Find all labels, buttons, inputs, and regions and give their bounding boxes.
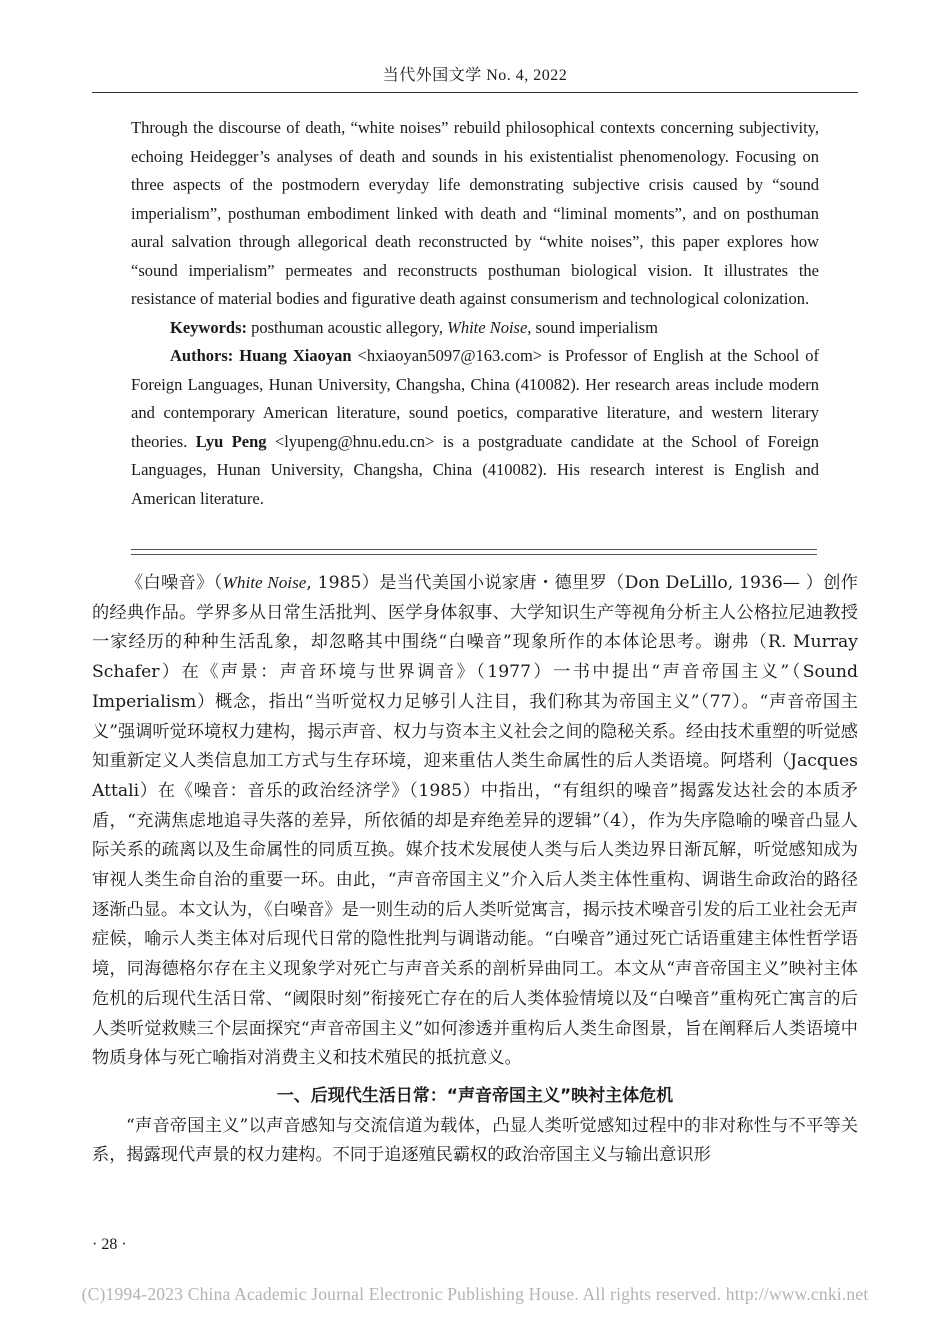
running-header: 当代外国文学 No. 4, 2022 bbox=[382, 67, 568, 84]
authors-paragraph bbox=[131, 342, 819, 513]
section-heading: 一、后现代生活日常：“声音帝国主义”映衬主体危机 bbox=[276, 1085, 674, 1106]
intro-paragraph bbox=[92, 568, 858, 1074]
author1-name: Huang Xiaoyan bbox=[233, 346, 352, 365]
keywords-text-a: posthuman acoustic allegory, bbox=[247, 317, 448, 337]
keywords-book-title: White Noise bbox=[447, 317, 528, 337]
keywords-text-b: , sound imperialism bbox=[527, 317, 658, 337]
abstract-block bbox=[131, 114, 819, 513]
author2-bio: <lyupeng@hnu.edu.cn> is a postgraduate candidate at the School of Foreign Languages, Hunan University, Changsha, China (410082). His research interest is English and American literature. bbox=[131, 431, 819, 508]
author1-bio: <hxiaoyan5097@163.com> is Professor of English at the School of Foreign Languages, Hunan University, Changsha, China (410082). Her research areas include modern and contemporary American literature, sound poetics, comparative literature, and western literary theories. bbox=[131, 346, 819, 451]
keywords-line bbox=[131, 314, 819, 343]
authors-label: Authors: bbox=[170, 346, 234, 365]
section-paragraph: “声音帝国主义”以声音感知与交流信道为载体，凸显人类听觉感知过程中的非对称性与不平等关系，揭露现代声景的权力建构。不同于追逐殖民霸权的政治帝国主义与输出意识形 bbox=[92, 1115, 858, 1166]
intro-text-a: 《白噪音》（ bbox=[126, 573, 223, 593]
intro-book-title: White Noise bbox=[222, 573, 307, 592]
page-number: · 28 · bbox=[92, 1236, 127, 1253]
author2-name: Lyu Peng bbox=[195, 431, 267, 451]
copyright-footer: (C)1994-2023 China Academic Journal Electronic Publishing House. All rights reserved. http://www.cnki.net bbox=[81, 1284, 869, 1304]
article-body bbox=[92, 568, 858, 1171]
section-divider bbox=[131, 549, 817, 555]
intro-text-b: , 1985）是当代美国小说家唐・德里罗（Don DeLillo, 1936— ）创作的经典作品。学界多从日常生活批判、医学身体叙事、大学知识生产等视角分析主人公格拉尼迪教授一家经历的种种生活乱象，却忽略其中围绕“白噪音”现象所作的本体论思考。谢弗（R. Murray Schafer）在《声景：声音环境与世界调音》（1977）一书中提出“声音帝国主义”（Sound Imperialism）概念，指出“当听觉权力足够引人注目，我们称其为帝国主义”（77）。“声音帝国主义”强调听觉环境权力建构，揭示声音、权力与资本主义社会之间的隐秘关系。经由技术重塑的听觉感知重新定义人类信息加工方式与生存环境，迎来重估人类生命属性的后人类语境。阿塔利（Jacques Attali）在《噪音：音乐的政治经济学》（1985）中指出，“有组织的噪音”揭露发达社会的本质矛盾，“充满焦虑地追寻失落的差异，所依循的却是弃绝差异的逻辑”（4），作为失序隐喻的噪音凸显人际关系的疏离以及生命属性的同质互换。媒介技术发展使人类与后人类边界日渐瓦解，听觉感知成为审视人类生命自治的重要一环。由此，“声音帝国主义”介入后人类主体性重构、调谐生命政治的路径逐渐凸显。本文认为，《白噪音》是一则生动的后人类听觉寓言，揭示技术噪音引发的后工业社会无声症候，喻示人类主体对后现代日常的隐性批判与调谐动能。“白噪音”通过死亡话语重建主体性哲学语境，同海德格尔存在主义现象学对死亡与声音关系的剖析异曲同工。本文从“声音帝国主义”映衬主体危机的后现代生活日常、“阈限时刻”衔接死亡存在的后人类体验情境以及“白噪音”重构死亡寓言的后人类听觉救赎三个层面探究“声音帝国主义”如何渗透并重构后人类生命图景，旨在阐释后人类语境中物质身体与死亡喻指对消费主义和技术殖民的抵抗意义。 bbox=[92, 573, 858, 1069]
keywords-label: Keywords: bbox=[170, 317, 247, 337]
abstract-text: Through the discourse of death, “white noises” rebuild philosophical contexts concerning subjectivity, echoing Heidegger’s analyses of death and sounds in his existentialist phenomenology. Focusing on three aspects of the postmodern everyday life demonstrating subjective crisis caused by “sound imperialism”, posthuman embodiment linked with death and “liminal moments”, and on posthuman aural salvation through allegorical death reconstructed by “white noises”, this paper explores how “sound imperialism” permeates and reconstructs posthuman biological vision. It illustrates the resistance of material bodies and figurative death against consumerism and technological colonization. bbox=[131, 118, 819, 308]
header-rule bbox=[92, 92, 858, 93]
